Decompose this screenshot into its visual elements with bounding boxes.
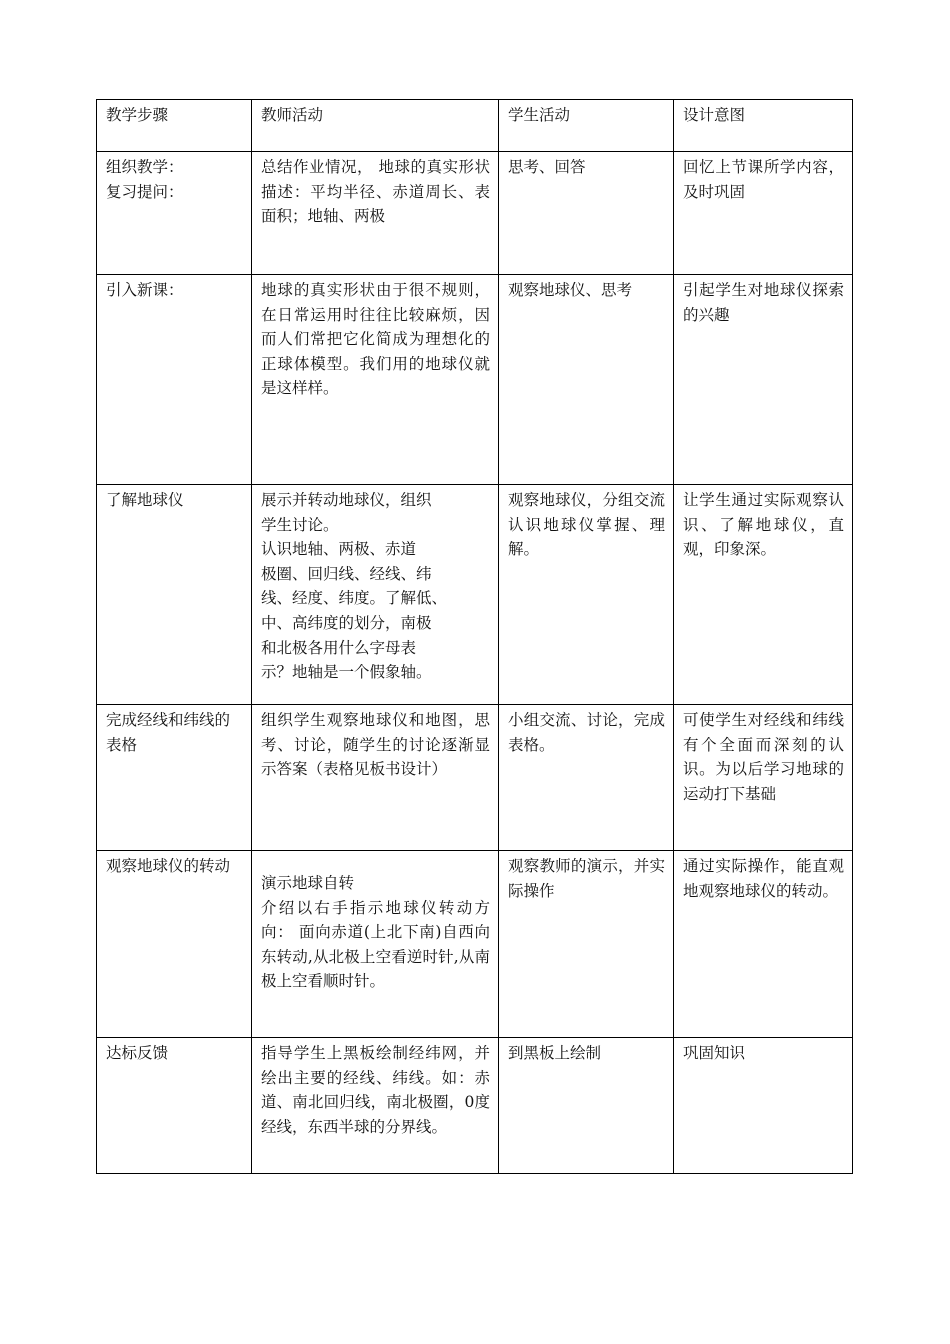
table-row: [97, 1038, 853, 1174]
header-cell-step: 教学步骤: [97, 100, 252, 152]
cell-student: [499, 851, 674, 1038]
cell-teacher-text: 指导学生上黑板绘制经纬网，并绘出主要的经线、纬线。如：赤道、南北回归线，南北极圈，0度经线，东西半球的分界线。: [261, 1044, 490, 1136]
cell-step: [97, 485, 252, 705]
cell-student-text: 思考、回答: [508, 158, 586, 176]
cell-student-text: 观察地球仪、思考: [508, 281, 633, 299]
cell-student-text: 小组交流、讨论，完成表格。: [508, 711, 665, 754]
cell-step-text: 引入新课：: [106, 281, 184, 299]
cell-student: [499, 1038, 674, 1174]
cell-intent-text: 可使学生对经线和纬线有个全面而深刻的认识。为以后学习地球的运动打下基础: [683, 711, 844, 803]
cell-teacher-text: 组织学生观察地球仪和地图，思考、讨论，随学生的讨论逐渐显示答案（表格见板书设计）: [261, 711, 490, 779]
cell-student-text: 到黑板上绘制: [508, 1044, 602, 1062]
cell-step-text: 组织教学： 复习提问：: [106, 158, 184, 201]
cell-student: [499, 485, 674, 705]
cell-teacher: [252, 275, 499, 485]
cell-intent-text: 引起学生对地球仪探索的兴趣: [683, 281, 844, 324]
table-row: [97, 705, 853, 851]
cell-intent: [674, 851, 853, 1038]
lesson-plan-table: [96, 99, 853, 1174]
header-cell-intent: 设计意图: [674, 100, 853, 152]
cell-student: [499, 275, 674, 485]
cell-student-text: 观察教师的演示，并实际操作: [508, 857, 665, 900]
cell-intent-text: 让学生通过实际观察认识、了解地球仪，直观，印象深。: [683, 491, 844, 559]
cell-step-text: 完成经线和纬线的表格: [106, 711, 231, 754]
cell-intent: [674, 152, 853, 275]
table-row: [97, 152, 853, 275]
cell-step-text: 了解地球仪: [106, 491, 184, 509]
cell-intent: [674, 1038, 853, 1174]
cell-step: [97, 851, 252, 1038]
header-cell-teacher: 教师活动: [252, 100, 499, 152]
cell-student-text: 观察地球仪，分组交流认识地球仪掌握、理解。: [508, 491, 665, 559]
cell-step: [97, 152, 252, 275]
cell-teacher-text: 展示并转动地球仪，组织 学生讨论。 认识地轴、两极、赤道 极圈、回归线、经线、纬 线、经度、纬度。了解低、 中、高纬度的划分，南极 和北极各用什么字母表 示？地轴是一个假象轴。: [261, 491, 448, 682]
cell-teacher: [252, 851, 499, 1038]
cell-intent: [674, 275, 853, 485]
cell-intent-text: 通过实际操作，能直观地观察地球仪的转动。: [683, 857, 844, 900]
cell-step: [97, 1038, 252, 1174]
cell-step: [97, 705, 252, 851]
cell-student: [499, 152, 674, 275]
cell-teacher: [252, 1038, 499, 1174]
cell-teacher-text: 总结作业情况， 地球的真实形状描述：平均半径、赤道周长、表面积；地轴、两极: [261, 158, 490, 226]
cell-step: [97, 275, 252, 485]
cell-intent-text: 回忆上节课所学内容，及时巩固: [683, 158, 844, 201]
cell-teacher: [252, 152, 499, 275]
cell-step-text: 达标反馈: [106, 1044, 169, 1062]
cell-intent-text: 巩固知识: [683, 1044, 746, 1062]
cell-student: [499, 705, 674, 851]
table-row: [97, 275, 853, 485]
cell-teacher-text: 地球的真实形状由于很不规则，在日常运用时往往比较麻烦，因而人们常把它化简成为理想化的正球体模型。我们用的地球仪就是这样样。: [261, 281, 490, 398]
table-row: [97, 851, 853, 1038]
cell-teacher: [252, 485, 499, 705]
cell-teacher: [252, 705, 499, 851]
header-cell-student: 学生活动: [499, 100, 674, 152]
cell-teacher-text: 演示地球自转 介绍以右手指示地球仪转动方向： 面向赤道(上北下南)自西向东转动,从北极上空看逆时针,从南极上空看顺时针。: [261, 874, 490, 991]
cell-intent: [674, 705, 853, 851]
cell-step-text: 观察地球仪的转动: [106, 857, 231, 875]
cell-intent: [674, 485, 853, 705]
table-row: [97, 485, 853, 705]
table-header-row: [97, 100, 853, 152]
